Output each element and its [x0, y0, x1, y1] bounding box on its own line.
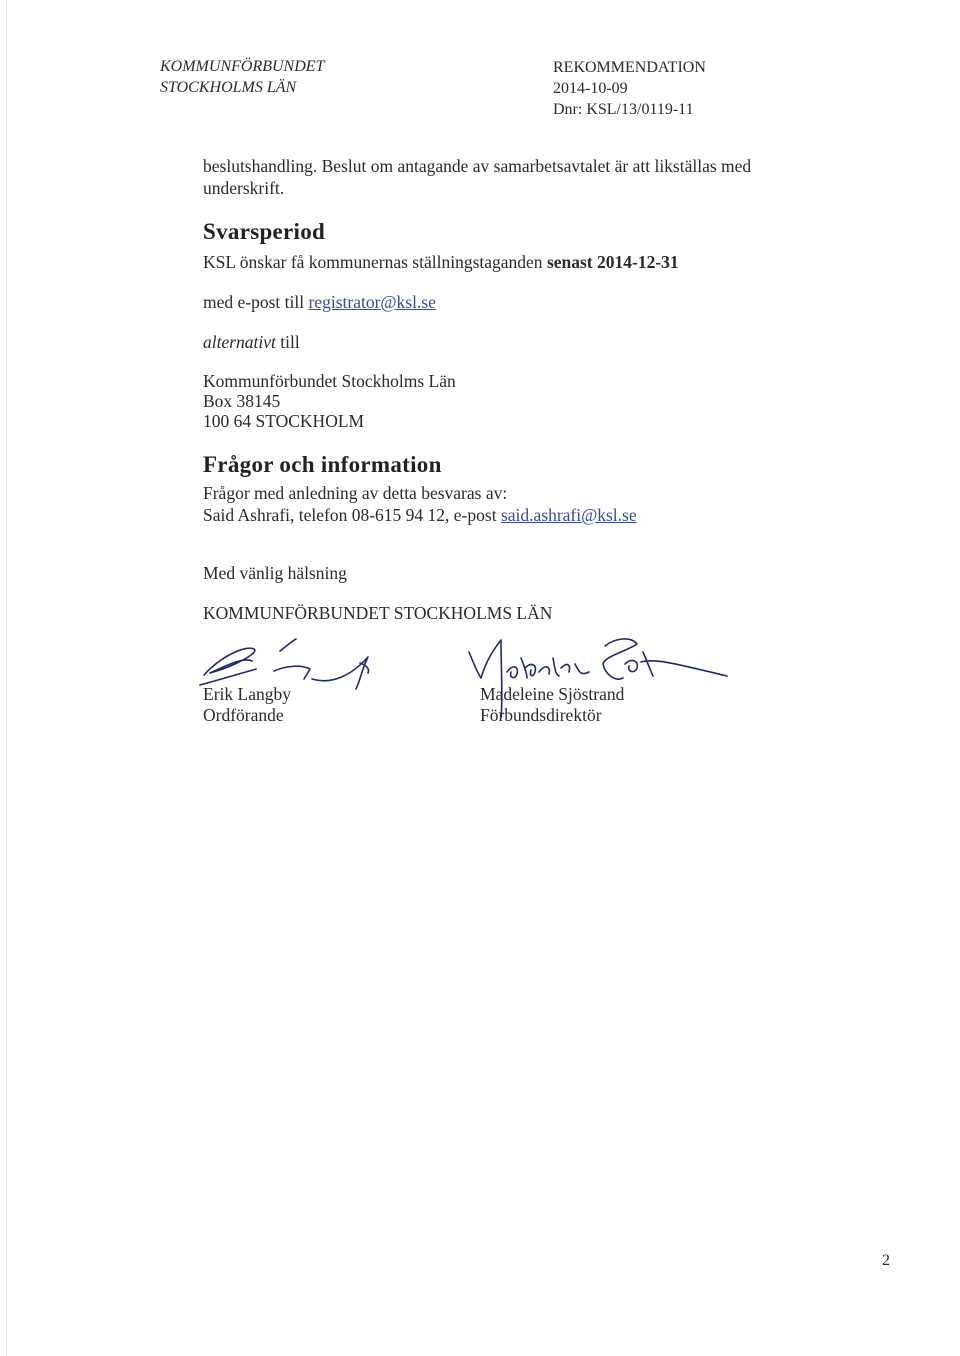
deadline: senast 2014-12-31 — [546, 252, 679, 272]
organization-header — [160, 56, 324, 98]
document-dnr: Dnr: KSL/13/0119-11 — [553, 101, 694, 118]
fragor-heading: Frågor och information — [203, 452, 442, 477]
svarsperiod-heading: Svarsperiod — [203, 219, 326, 244]
address-line-1: Kommunförbundet Stockholms Län — [203, 371, 456, 391]
closing-organization: KOMMUNFÖRBUNDET STOCKHOLMS LÄN — [203, 603, 553, 623]
fragor-paragraph — [203, 482, 637, 526]
fragor-line-1: Frågor med anledning av detta besvaras av: — [203, 483, 508, 503]
registrator-email-link[interactable]: registrator@ksl.se — [308, 292, 436, 312]
org-line-1: KOMMUNFÖRBUNDET — [160, 58, 325, 75]
document-type: REKOMMENDATION — [553, 59, 706, 76]
alternative-word: alternativt — [203, 332, 276, 352]
contact-email-link[interactable]: said.ashrafi@ksl.se — [500, 505, 637, 525]
intro-paragraph — [203, 155, 751, 199]
document-meta — [553, 57, 706, 120]
signatory-2 — [480, 684, 624, 726]
alternative-line — [203, 331, 300, 353]
page-number: 2 — [882, 1252, 890, 1269]
signatory-2-title: Förbundsdirektör — [480, 705, 602, 725]
contact-prefix: Said Ashrafi, telefon 08-615 94 12, e-post — [203, 505, 501, 525]
email-prefix: med e-post till — [203, 292, 309, 312]
scan-edge-line — [6, 0, 7, 1356]
postal-address — [203, 371, 456, 431]
org-line-2: STOCKHOLMS LÄN — [160, 79, 297, 96]
address-line-2: Box 38145 — [203, 391, 281, 411]
alternative-rest: till — [275, 332, 300, 352]
signatory-2-name: Madeleine Sjöstrand — [480, 684, 625, 704]
greeting: Med vänlig hälsning — [203, 563, 347, 583]
signatory-1-title: Ordförande — [203, 705, 284, 725]
signatory-1 — [203, 684, 291, 726]
intro-line-1: beslutshandling. Beslut om antagande av samarbetsavtalet är att likställas med — [203, 156, 752, 176]
svarsperiod-text — [203, 251, 679, 273]
intro-line-2: underskrift. — [203, 178, 285, 198]
signatory-1-name: Erik Langby — [203, 684, 291, 704]
address-line-3: 100 64 STOCKHOLM — [203, 411, 365, 431]
fragor-line-2 — [203, 504, 637, 526]
document-date: 2014-10-09 — [553, 80, 628, 97]
svarsperiod-text-prefix: KSL önskar få kommunernas ställningstaganden — [203, 252, 547, 272]
email-line — [203, 291, 436, 313]
